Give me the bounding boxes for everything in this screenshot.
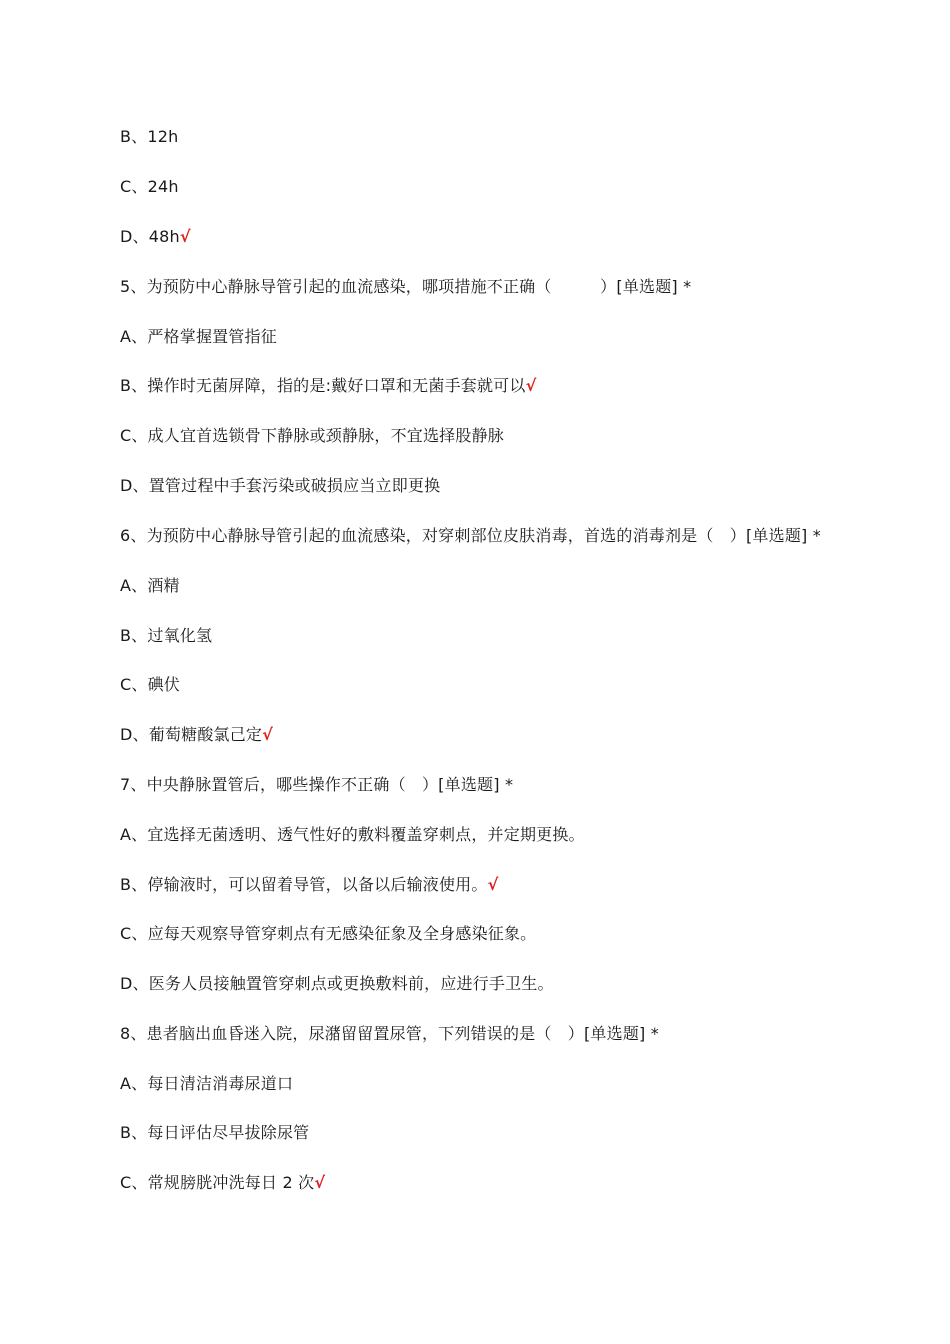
question-6: 6、为预防中心静脉导管引起的血流感染，对穿刺部位皮肤消毒，首选的消毒剂是（ ）[单选题] * bbox=[120, 526, 821, 545]
option-c-24h: C、24h bbox=[120, 177, 179, 196]
q6-option-a: A、酒精 bbox=[120, 576, 180, 595]
correct-checkmark: √ bbox=[262, 725, 273, 744]
q5-option-a: A、严格掌握置管指征 bbox=[120, 327, 277, 346]
q7-option-b: B、停输液时，可以留着导管，以备以后输液使用。√ bbox=[120, 875, 499, 894]
q8-option-b: B、每日评估尽早拔除尿管 bbox=[120, 1123, 310, 1142]
question-7: 7、中央静脉置管后，哪些操作不正确（ ）[单选题] * bbox=[120, 775, 514, 794]
q5-option-c: C、成人宜首选锁骨下静脉或颈静脉，不宜选择股静脉 bbox=[120, 426, 504, 445]
correct-checkmark: √ bbox=[314, 1173, 326, 1192]
q5-option-b: B、操作时无菌屏障，指的是:戴好口罩和无菌手套就可以√ bbox=[120, 376, 537, 395]
correct-checkmark: √ bbox=[179, 227, 191, 246]
q5-option-d: D、置管过程中手套污染或破损应当立即更换 bbox=[120, 476, 441, 495]
question-5: 5、为预防中心静脉导管引起的血流感染，哪项措施不正确（ ）[单选题] * bbox=[120, 277, 692, 296]
q7-option-c: C、应每天观察导管穿刺点有无感染征象及全身感染征象。 bbox=[120, 924, 537, 943]
correct-checkmark: √ bbox=[525, 376, 537, 395]
option-b-12h: B、12h bbox=[120, 127, 179, 146]
option-d-48h: D、48h√ bbox=[120, 227, 191, 246]
question-8: 8、患者脑出血昏迷入院，尿潴留留置尿管，下列错误的是（ ）[单选题] * bbox=[120, 1024, 659, 1043]
q7-option-d: D、医务人员接触置管穿刺点或更换敷料前，应进行手卫生。 bbox=[120, 974, 554, 993]
q6-option-c: C、碘伏 bbox=[120, 675, 180, 694]
q6-option-b: B、过氧化氢 bbox=[120, 626, 213, 645]
q6-option-d: D、葡萄糖酸氯己定√ bbox=[120, 725, 273, 744]
q8-option-a: A、每日清洁消毒尿道口 bbox=[120, 1074, 294, 1093]
q8-option-c: C、常规膀胱冲洗每日 2 次√ bbox=[120, 1173, 326, 1192]
correct-checkmark: √ bbox=[487, 875, 499, 894]
q7-option-a: A、宜选择无菌透明、透气性好的敷料覆盖穿刺点，并定期更换。 bbox=[120, 825, 585, 844]
